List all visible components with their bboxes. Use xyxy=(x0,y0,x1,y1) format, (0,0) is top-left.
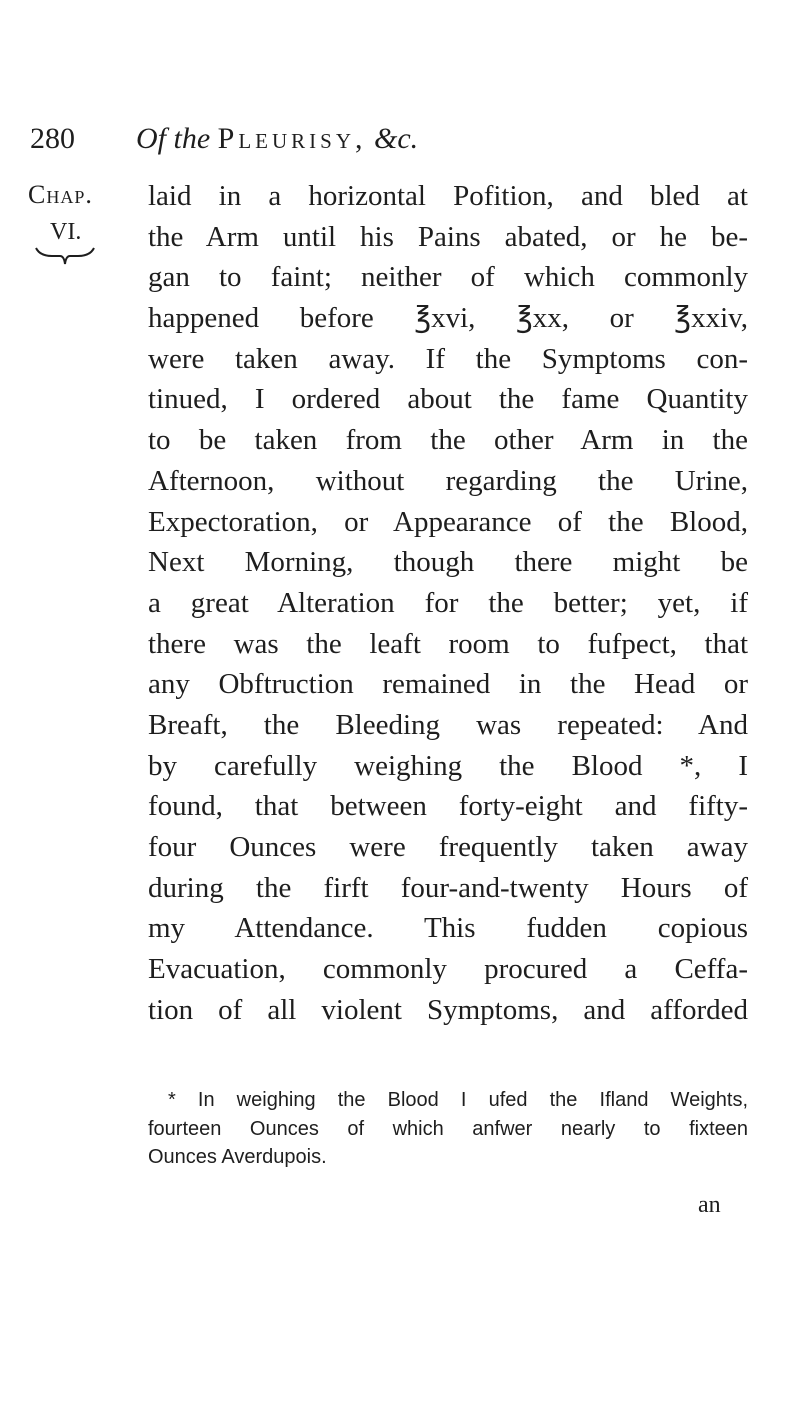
text-line: Next Morning, though there might be xyxy=(148,546,748,579)
text-line: a great Alteration for the better; yet, if xyxy=(148,586,748,619)
page-number: 280 xyxy=(30,122,75,155)
brace-icon xyxy=(34,244,96,266)
text-line: my Attendance. This fudden copious xyxy=(148,912,748,945)
text-line: four Ounces were frequently taken away xyxy=(148,831,748,863)
chapter-number: VI. xyxy=(50,219,82,245)
running-head-title: Pleurisy, xyxy=(217,122,367,155)
text-line: there was the leaft room to fufpect, that xyxy=(148,627,748,660)
footnote-line: Ounces Averdupois. xyxy=(148,1146,327,1168)
footnote-line: fourteen Ounces of which anfwer nearly to fixteen xyxy=(148,1117,748,1140)
text-line: any Obftruction remained in the Head or xyxy=(148,668,748,701)
text-line: gan to faint; neither of which commonly xyxy=(148,261,748,294)
body-text xyxy=(148,176,748,1030)
running-head-etc: &c. xyxy=(374,122,419,155)
footnote-line: * In weighing the Blood I ufed the Ifland Weights, xyxy=(168,1089,748,1111)
running-head-italic: Of the xyxy=(136,122,211,155)
text-line: were taken away. If the Symptoms con- xyxy=(148,342,748,375)
text-line: Breaft, the Bleeding was repeated: And xyxy=(148,708,748,741)
text-line: to be taken from the other Arm in the xyxy=(148,424,748,457)
text-line: tion of all violent Symptoms, and afforded xyxy=(148,993,748,1026)
footnote xyxy=(148,1086,748,1172)
catchword: an xyxy=(698,1192,721,1218)
text-line: during the firft four-and-twenty Hours of xyxy=(148,871,748,904)
text-line: Afternoon, without regarding the Urine, xyxy=(148,464,748,497)
text-line: Expectoration, or Appearance of the Blood, xyxy=(148,505,748,538)
text-line: happened before ℥xvi, ℥xx, or ℥xxiv, xyxy=(148,302,748,335)
text-line: laid in a horizontal Pofition, and bled at xyxy=(148,180,748,212)
text-line: the Arm until his Pains abated, or he be- xyxy=(148,220,748,253)
chapter-label: Chap. xyxy=(28,180,93,209)
text-line: Evacuation, commonly procured a Ceffa- xyxy=(148,953,748,986)
text-line: found, that between forty-eight and fifty- xyxy=(148,790,748,823)
text-line: tinued, I ordered about the fame Quantity xyxy=(148,383,748,416)
running-head xyxy=(136,124,418,154)
text-line: by carefully weighing the Blood *, I xyxy=(148,749,748,782)
